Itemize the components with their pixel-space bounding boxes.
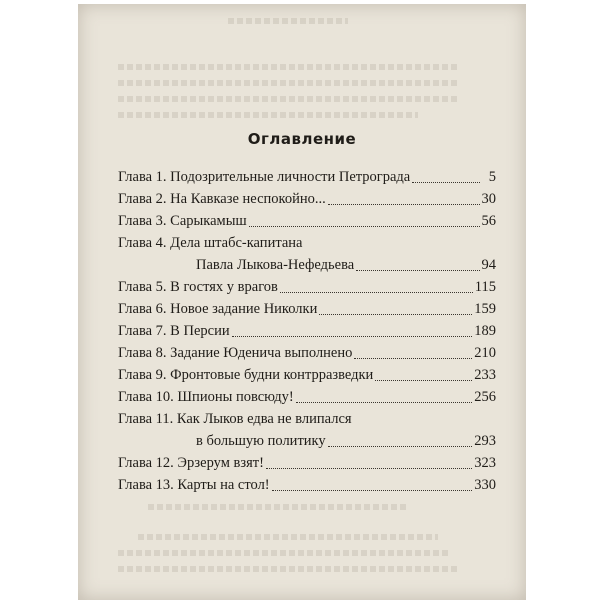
toc-entry-title: Глава 6. Новое задание Николки: [118, 301, 318, 317]
toc-page-number: 5: [488, 169, 496, 185]
toc-entry-line: [118, 474, 496, 496]
toc-entry-line: [118, 276, 496, 298]
toc-entry-line: [118, 298, 496, 320]
toc-entry-title: Глава 9. Фронтовые будни контрразведки: [118, 367, 374, 383]
dot-leader: [356, 269, 479, 271]
toc-entry-line: [118, 342, 496, 364]
dot-leader: [266, 467, 472, 469]
dot-leader: [328, 203, 480, 205]
toc-page-number: 30: [481, 191, 496, 207]
dot-leader: [375, 379, 472, 381]
dot-leader: [232, 335, 473, 337]
dot-leader: [296, 401, 473, 403]
toc-page-number: 56: [481, 213, 496, 229]
toc-entry-title: Глава 11. Как Лыков едва не влипался: [118, 411, 352, 427]
toc-entry-title: Глава 10. Шпионы повсюду!: [118, 389, 294, 405]
toc-entry: [118, 320, 496, 342]
toc-entry-line: [118, 188, 496, 210]
show-through-text: [118, 64, 458, 70]
toc-entry-line: [118, 408, 496, 430]
show-through-text: [118, 566, 458, 572]
toc-entry-title: Глава 2. На Кавказе неспокойно...: [118, 191, 326, 207]
toc-entry-line: [118, 320, 496, 342]
toc-entry-line: [118, 232, 496, 254]
toc-entry-line: [118, 364, 496, 386]
toc-entry-title: Глава 12. Эрзерум взят!: [118, 455, 264, 471]
toc-entry: [118, 474, 496, 496]
toc-page-number: 323: [474, 455, 496, 471]
toc-entry: [118, 298, 496, 320]
toc-entry: [118, 386, 496, 408]
toc-entry: [118, 408, 496, 452]
toc-page-number: 210: [474, 345, 496, 361]
toc-heading: Оглавление: [247, 130, 357, 148]
toc-entry: [118, 342, 496, 364]
toc-entry: [118, 232, 496, 276]
toc-entry-title: Глава 8. Задание Юденича выполнено: [118, 345, 353, 361]
dot-leader: [328, 445, 473, 447]
show-through-text: [118, 550, 448, 556]
toc-entry: [118, 188, 496, 210]
toc-entry-line: [118, 210, 496, 232]
show-through-text: [228, 18, 348, 24]
toc-entry: [118, 210, 496, 232]
toc-entry: [118, 276, 496, 298]
toc-entry: [118, 166, 496, 188]
table-of-contents: [118, 166, 496, 496]
dot-leader: [412, 181, 480, 183]
show-through-text: [138, 534, 438, 540]
toc-entry-title: в большую политику: [196, 433, 326, 449]
toc-entry-title: Глава 7. В Персии: [118, 323, 230, 339]
toc-entry-line: [118, 386, 496, 408]
toc-entry-title: Глава 5. В гостях у врагов: [118, 279, 278, 295]
book-page: [78, 4, 526, 600]
show-through-text: [148, 504, 408, 510]
toc-page-number: 189: [474, 323, 496, 339]
toc-entry: [118, 452, 496, 474]
toc-page-number: 293: [474, 433, 496, 449]
toc-entry-title: Глава 4. Дела штабс-капитана: [118, 235, 303, 251]
toc-page-number: 115: [474, 279, 496, 295]
toc-page-number: 159: [474, 301, 496, 317]
toc-entry-title: Глава 1. Подозрительные личности Петрограда: [118, 169, 411, 185]
dot-leader: [319, 313, 472, 315]
toc-page-number: 330: [474, 477, 496, 493]
toc-entry-title: Павла Лыкова-Нефедьева: [196, 257, 355, 273]
toc-entry-title: Глава 13. Карты на стол!: [118, 477, 270, 493]
toc-entry: [118, 364, 496, 386]
dot-leader: [354, 357, 472, 359]
toc-entry-title: Глава 3. Сарыкамыш: [118, 213, 247, 229]
toc-entry-line: [118, 254, 496, 276]
toc-page-number: 256: [474, 389, 496, 405]
toc-entry-line: [118, 452, 496, 474]
toc-page-number: 233: [474, 367, 496, 383]
show-through-text: [118, 96, 458, 102]
toc-page-number: 94: [481, 257, 496, 273]
dot-leader: [280, 291, 473, 293]
dot-leader: [249, 225, 480, 227]
show-through-text: [118, 80, 458, 86]
dot-leader: [272, 489, 473, 491]
toc-entry-line: [118, 430, 496, 452]
show-through-text: [118, 112, 418, 118]
toc-entry-line: [118, 166, 496, 188]
